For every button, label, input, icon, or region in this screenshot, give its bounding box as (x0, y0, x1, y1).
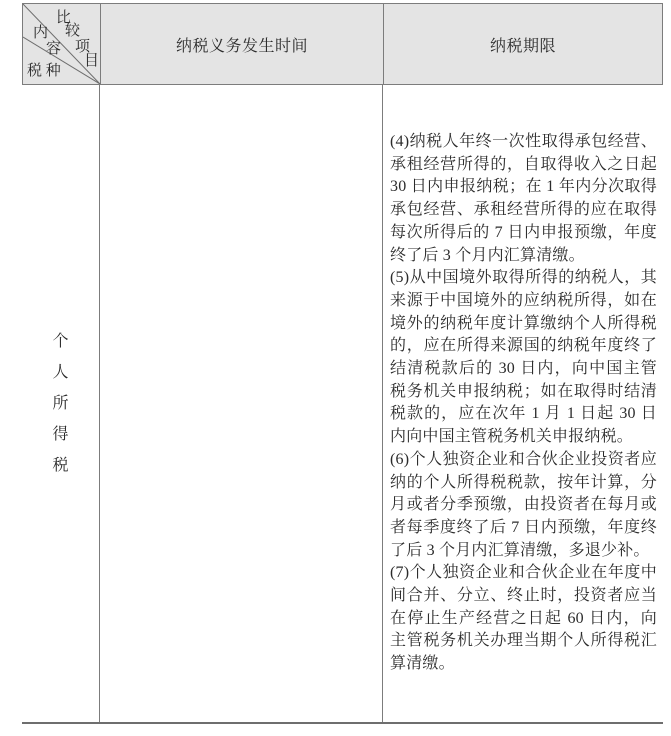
deadline-paragraph-6: (6)个人独资企业和合伙企业投资者应纳的个人所得税税款，按年计算，分月或者分季预缴，由投资者在每月或者每季度终了后 7 日内预缴，年度终了后 3 个月内汇算清缴，多退少补。 (390, 450, 657, 559)
column-header-occurrence-time: 纳税义务发生时间 (101, 4, 384, 84)
tax-type-char: 得 (52, 425, 69, 443)
tax-type-cell (22, 85, 100, 722)
corner-label-content-char: 内 (33, 25, 49, 41)
deadline-cell (383, 85, 663, 722)
corner-label-comparison-item-char: 目 (84, 53, 100, 69)
tax-type-char: 人 (52, 363, 69, 381)
corner-label-comparison-item-char: 较 (65, 23, 81, 39)
table-header-row (22, 3, 663, 85)
column-header-deadline: 纳税期限 (489, 37, 556, 55)
corner-label-content-char: 容 (46, 41, 62, 57)
deadline-paragraph-5: (5)从中国境外取得所得的纳税人，其来源于中国境外的应纳税所得，如在境外的纳税年度计算缴纳个人所得税的，应在所得来源国的纳税年度终了结清税款后的 30 日内，向中国主管税务机关申报纳税；如在取得时结清税款的，应在次年 1 月 1 日起 30 日内向中国主管税务机关申报纳税。 (390, 269, 657, 446)
corner-label-comparison-item-char: 比 (56, 10, 72, 26)
tax-type-char: 所 (52, 394, 69, 412)
deadline-paragraph-7: (7)个人独资企业和合伙企业在年度中间合并、分立、终止时，投资者应当在停止生产经营之日起 60 日内，向主管税务机关办理当期个人所得税汇算清缴。 (390, 564, 657, 673)
corner-header-cell (23, 4, 101, 84)
corner-label-tax-type: 税 种 (27, 63, 61, 79)
table-body-row (22, 85, 663, 724)
deadline-paragraph-4: (4)纳税人年终一次性取得承包经营、承租经营所得的，自取得收入之日起 30 日内申报纳税；在 1 年内分次取得承包经营、承租经营所得的应在取得每次所得后的 7 日内申报预缴，年度终了后 3 个月内汇算清缴。 (390, 133, 657, 264)
tax-type-char: 税 (52, 456, 69, 474)
corner-label-comparison-item-char: 项 (75, 39, 91, 55)
occurrence-time-cell (100, 85, 383, 722)
tax-type-char: 个 (52, 332, 69, 350)
tax-comparison-table (22, 3, 663, 724)
